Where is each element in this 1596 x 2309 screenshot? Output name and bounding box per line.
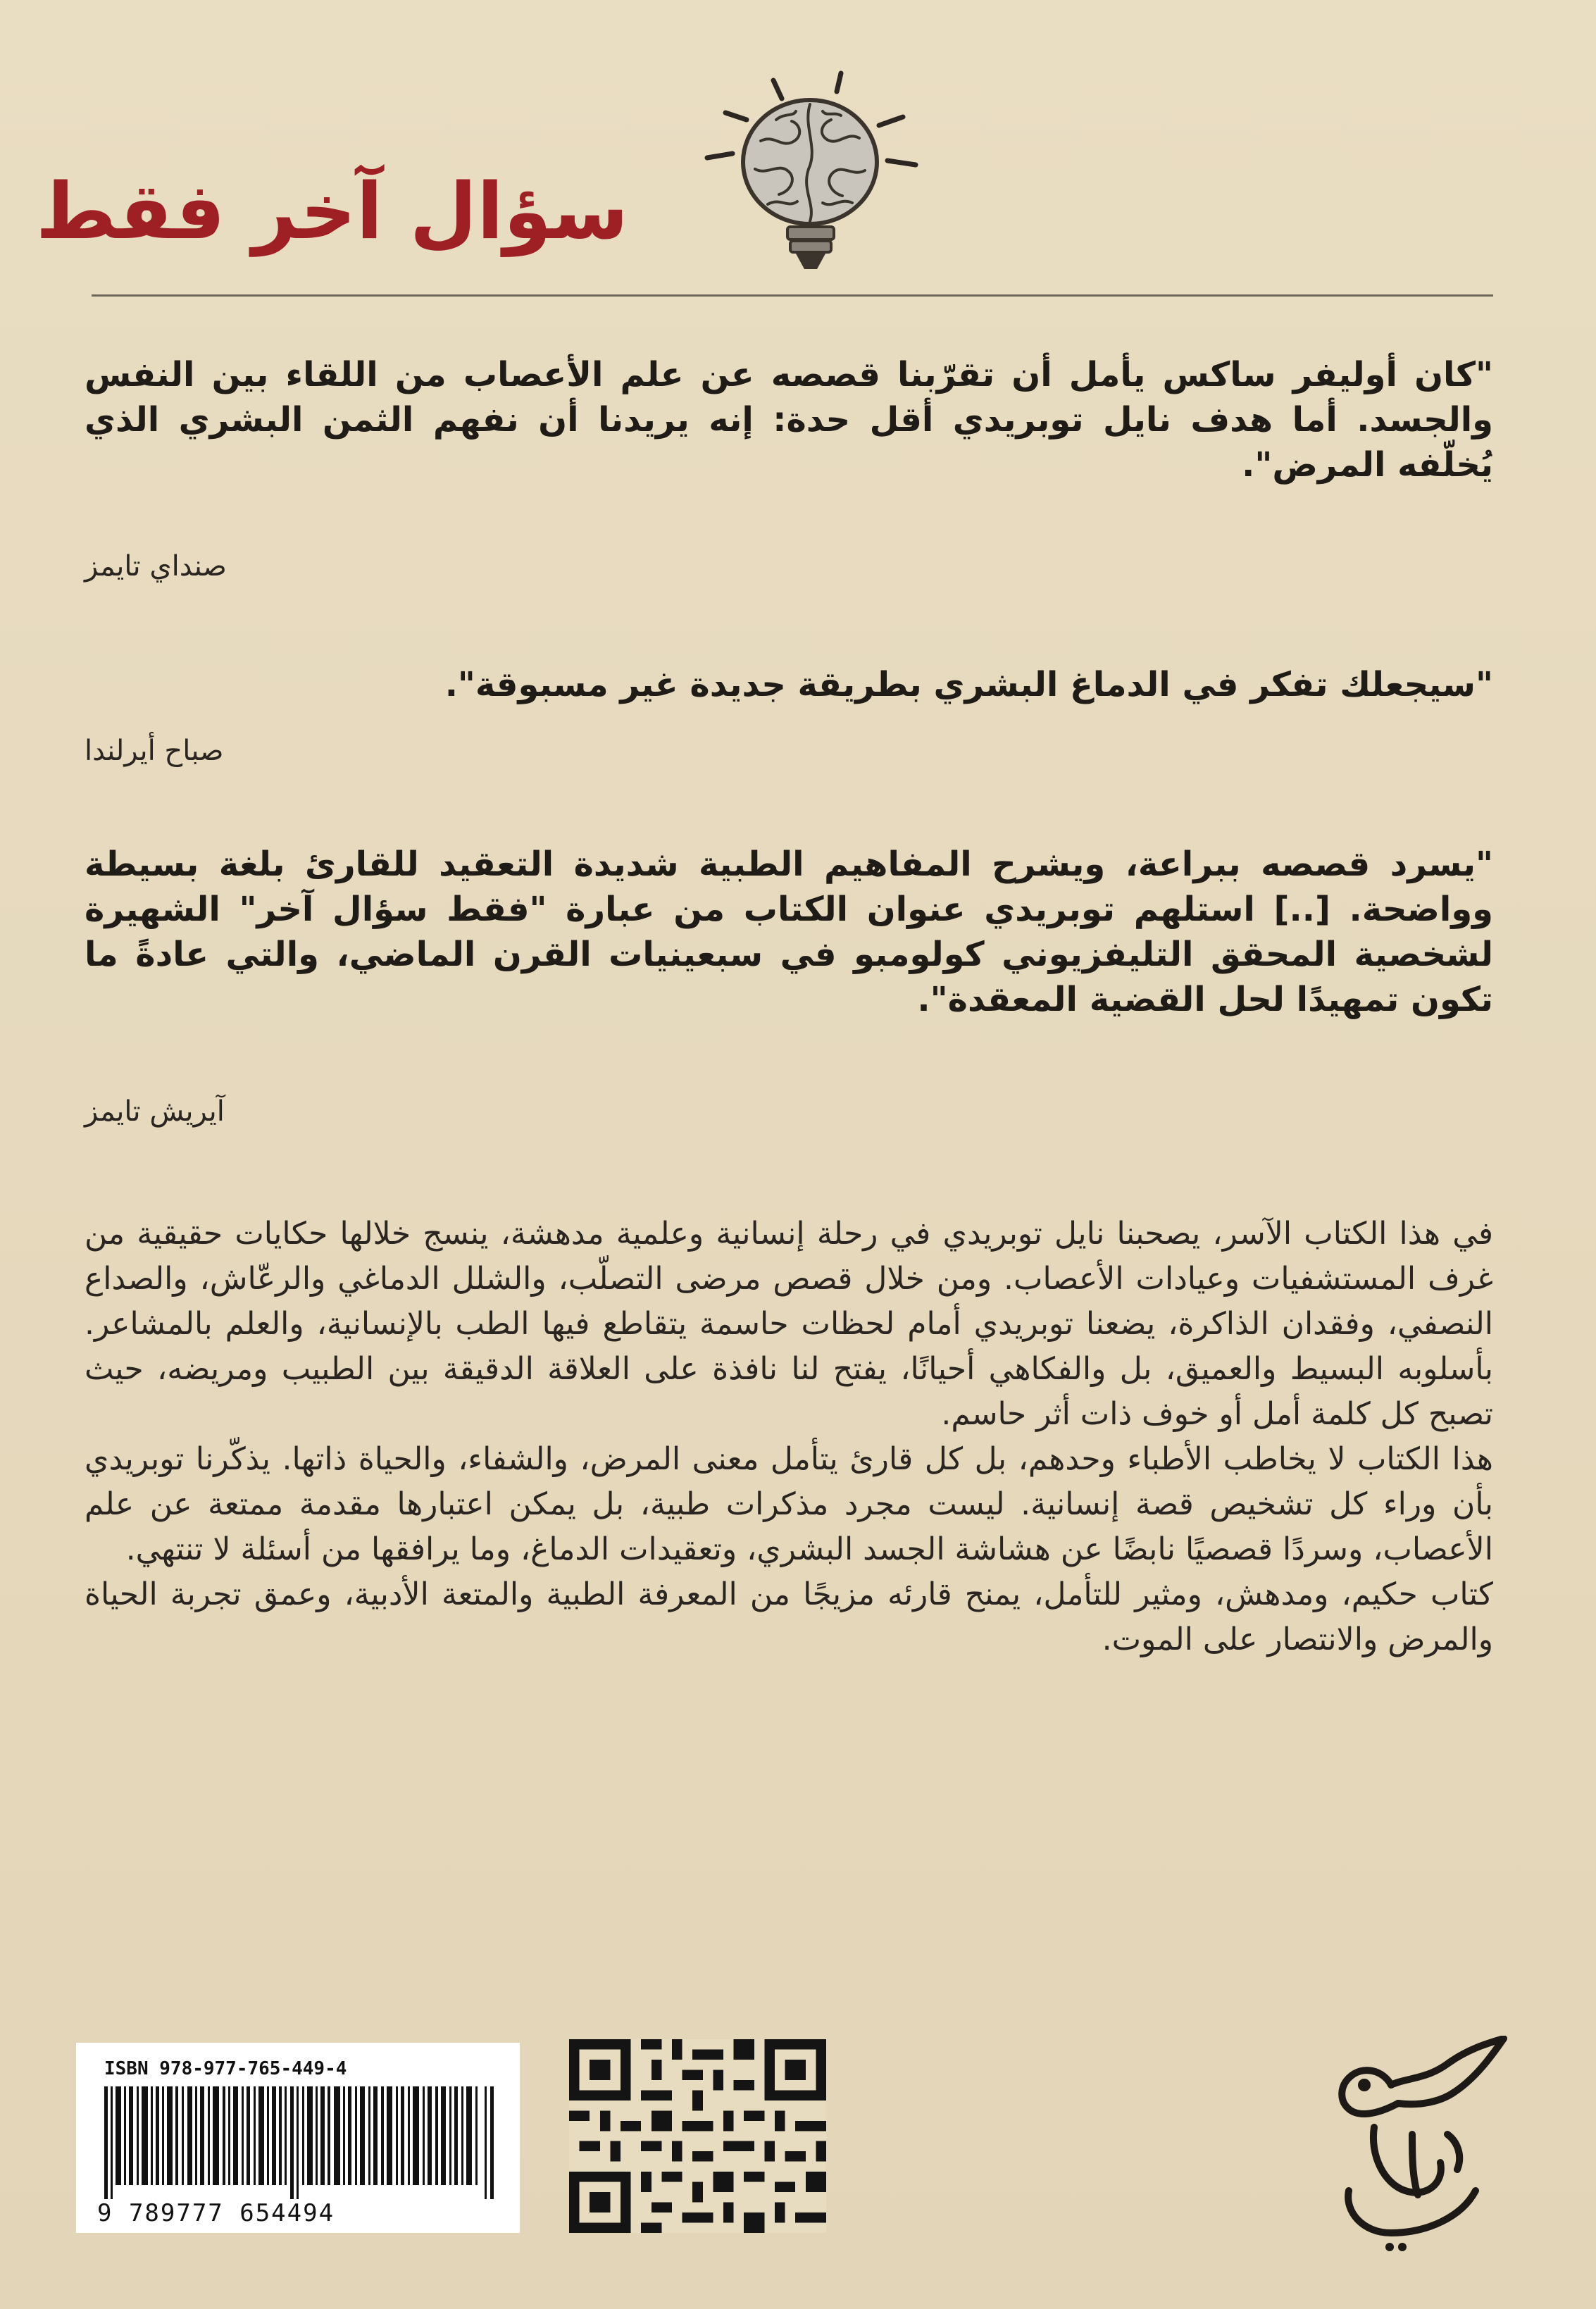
review-quote-1: "كان أوليفر ساكس يأمل أن تقرّبنا قصصه عن علم الأعصاب من اللقاء بين النفس والجسد. أما هدف نايل توبريدي أقل حدة: إنه يريدنا أن نفهم الثمن البشري الذي يُخلّفه المرض". — [85, 355, 1493, 485]
review-source-2: صباح أيرلندا — [85, 735, 224, 767]
qr-code-icon — [569, 2039, 826, 2233]
header-divider — [92, 294, 1493, 297]
description-paragraph-3: كتاب حكيم، ومدهش، ومثير للتأمل، يمنح قارئه مزيجًا من المعرفة الطبية والمتعة الأدبية، وعمق تجربة الحياة والمرض والانتصار على الموت. — [85, 1576, 1493, 1657]
publisher-bird-logo-icon — [1307, 2036, 1511, 2254]
review-source-1: صنداي تايمز — [85, 550, 227, 583]
description-paragraph-1: في هذا الكتاب الآسر، يصحبنا نايل توبريدي في رحلة إنسانية وعلمية مدهشة، ينسج خلالها حكايات حقيقية من غرف المستشفيات وعيادات الأعصاب. ومن خلال قصص مرضى التصلّب، والشلل الدماغي والرعّاش، والصداع النصفي، وفقدان الذاكرة، يضعنا توبريدي أمام لحظات حاسمة يتقاطع فيها الطب بالإنسانية، والعلم بالمشاعر. بأسلوبه البسيط والعميق، بل والفكاهي أحيانًا، يفتح لنا نافذة على العلاقة الدقيقة بين الطبيب ومريضه، حيث تصبح كل كلمة أمل أو خوف ذات أثر حاسم. — [85, 1216, 1493, 1432]
brain-lightbulb-icon — [697, 70, 937, 282]
book-description — [85, 1212, 1493, 1662]
barcode-bars — [104, 2086, 499, 2199]
book-title: سؤال آخر فقط — [35, 166, 628, 256]
review-source-3: آيريش تايمز — [85, 1095, 225, 1128]
isbn-label: ISBN 978-977-765-449-4 — [104, 2058, 347, 2079]
barcode-digits: 9 789777 654494 — [97, 2199, 335, 2227]
review-quote-3: "يسرد قصصه ببراعة، ويشرح المفاهيم الطبية شديدة التعقيد للقارئ بلغة بسيطة وواضحة. [..] استلهم توبريدي عنوان الكتاب من عبارة "فقط سؤال آخر" الشهيرة لشخصية المحقق التليفزيوني كولومبو في سبعينيات القرن الماضي، والتي عادةً ما تكون تمهيدًا لحل القضية المعقدة". — [85, 845, 1493, 1019]
review-quote-2: "سيجعلك تفكر في الدماغ البشري بطريقة جديدة غير مسبوقة". — [444, 665, 1493, 704]
description-paragraph-2: هذا الكتاب لا يخاطب الأطباء وحدهم، بل كل قارئ يتأمل معنى المرض، والشفاء، والحياة ذاتها. يذكّرنا توبريدي بأن وراء كل تشخيص قصة إنسانية. ليست مجرد مذكرات طبية، بل يمكن اعتبارها مقدمة ممتعة عن علم الأعصاب، وسردًا قصصيًا نابضًا عن هشاشة الجسد البشري، وتعقيدات الدماغ، وما يرافقها من أسئلة لا تنتهي. — [85, 1441, 1493, 1567]
isbn-barcode — [76, 2043, 520, 2233]
